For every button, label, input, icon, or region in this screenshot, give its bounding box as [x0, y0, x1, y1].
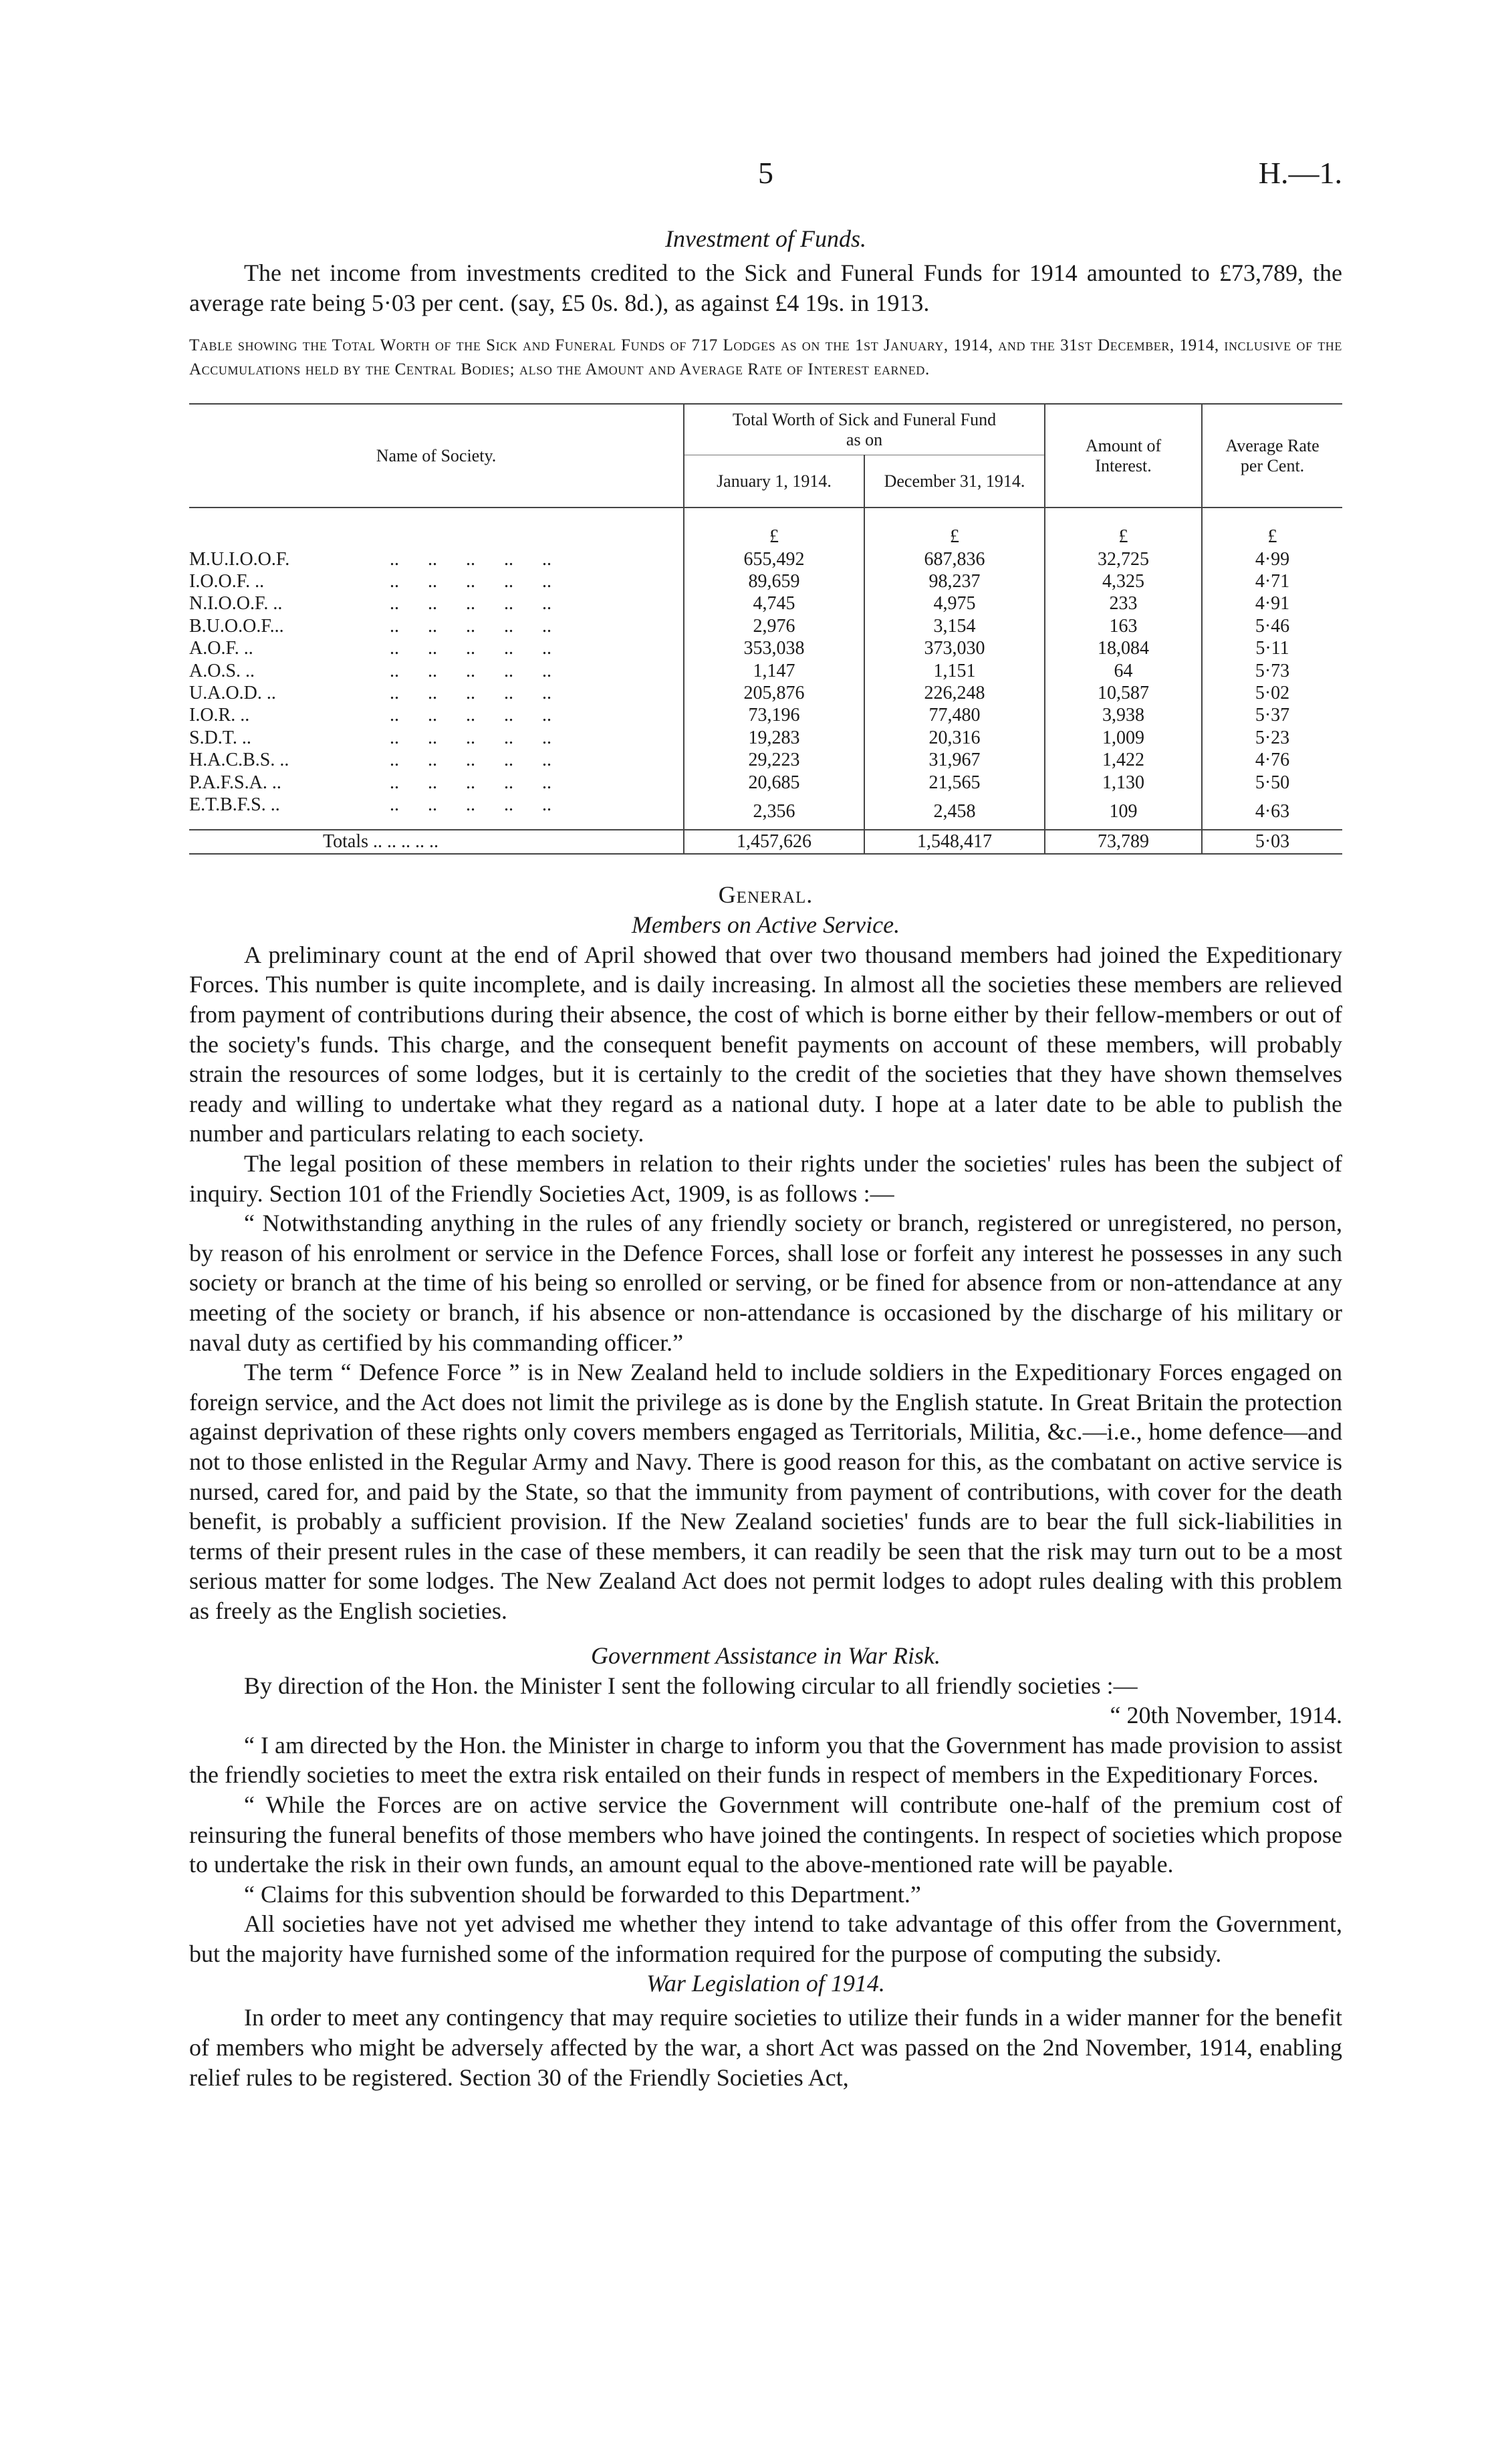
table-row [189, 794, 1342, 830]
cell-rate: 4·99 [1202, 548, 1342, 570]
table-row [189, 548, 1342, 570]
cell-interest: 3,938 [1045, 704, 1202, 726]
cell-interest: 233 [1045, 592, 1202, 614]
cell-jan: 4,745 [684, 592, 864, 614]
leader-dots: .. .. .. .. .. [390, 548, 551, 570]
cell-jan: 353,038 [684, 637, 864, 659]
document-reference: H.—1. [1258, 156, 1342, 190]
currency-row [189, 508, 1342, 548]
leader-dots: .. .. .. .. .. [390, 638, 551, 659]
government-intro: By direction of the Hon. the Minister I sent the following circular to all friendly societies :— [244, 1672, 1138, 1699]
society-name: A.O.F. .. [189, 638, 253, 659]
cell-dec: 20,316 [864, 727, 1045, 749]
table-row [189, 772, 1342, 794]
cell-rate: 4·76 [1202, 749, 1342, 771]
society-name-cell [189, 548, 684, 570]
totals-jan: 1,457,626 [684, 830, 864, 853]
table-row [189, 615, 1342, 637]
society-name: I.O.O.F. .. [189, 571, 265, 592]
leader-dots: .. .. .. .. .. [390, 727, 551, 748]
investment-heading: Investment of Funds. [665, 225, 866, 252]
cell-interest: 109 [1045, 794, 1202, 830]
header-interest: Amount of Interest. [1045, 404, 1202, 508]
currency-jan: £ [684, 508, 864, 548]
leader-dots: .. .. .. .. .. [390, 683, 551, 704]
society-name-cell [189, 749, 684, 771]
cell-jan: 29,223 [684, 749, 864, 771]
general-section [189, 940, 1342, 1626]
totals-interest: 73,789 [1045, 830, 1202, 853]
government-paragraph: “ While the Forces are on active service the Government will contribute one-half of the premium cost of reinsuring the funeral benefits of those members who have joined the contingents. In respect of societies which propose to undertake the risk in their own funds, an amount equal to the above-mentioned rate will be payable. [189, 1791, 1342, 1878]
header-jan: January 1, 1914. [684, 455, 864, 508]
header-dec: December 31, 1914. [864, 455, 1045, 508]
cell-rate: 5·46 [1202, 615, 1342, 637]
cell-rate: 5·73 [1202, 660, 1342, 682]
table-row [189, 704, 1342, 726]
header-worth-group: Total Worth of Sick and Funeral Fund as on [684, 404, 1045, 455]
table-row [189, 727, 1342, 749]
leader-dots: .. .. .. .. .. [390, 750, 551, 771]
investment-paragraph: The net income from investments credited to the Sick and Funeral Funds for 1914 amounted to £73,789, the average rate being 5·03 per cent. (say, £5 0s. 8d.), as against £4 19s. in 1913. [189, 259, 1342, 316]
table-caption: Table showing the Total Worth of the Sick and Funeral Funds of 717 Lodges as on the 1st January, 1914, and the 31st December, 1914, inclusive of the Accumulations held by the Central Bodies; also the Amount and Average Rate of Interest earned. [189, 336, 1342, 379]
funds-table [189, 403, 1342, 855]
society-name-cell [189, 794, 684, 830]
government-heading: Government Assistance in War Risk. [591, 1642, 941, 1669]
cell-interest: 18,084 [1045, 637, 1202, 659]
header-rate: Average Rate per Cent. [1202, 404, 1342, 508]
society-name-cell [189, 727, 684, 749]
general-paragraph: The term “ Defence Force ” is in New Zealand held to include soldiers in the Expeditionary Forces engaged on foreign service, and the Act does not limit the privilege as is done by the English statute. In Great Britain the protection against deprivation of these rights only covers members engaged as Territorials, Militia, &c.—i.e., home defence—and not to those enlisted in the Regular Army and Navy. There is good reason for this, as the combatant on active service is nursed, cared for, and paid by the State, so that the immunity from payment of contributions, with cover for the death benefit, is probably a sufficient provision. If the New Zealand societies' funds are to bear the full sick-liabilities in terms of their present rules in the case of these members, it can readily be seen that the risk may turn out to be a most serious matter for some lodges. The New Zealand Act does not permit lodges to adopt rules dealing with this problem as freely as the English societies. [189, 1359, 1342, 1624]
cell-interest: 1,009 [1045, 727, 1202, 749]
cell-dec: 3,154 [864, 615, 1045, 637]
page-content [189, 224, 1342, 2092]
cell-jan: 19,283 [684, 727, 864, 749]
leader-dots: .. .. .. .. .. [390, 660, 551, 681]
totals-rate: 5·03 [1202, 830, 1342, 853]
table-row [189, 682, 1342, 704]
society-name: P.A.F.S.A. .. [189, 772, 281, 793]
circular-date: “ 20th November, 1914. [1110, 1702, 1342, 1729]
society-name-cell [189, 682, 684, 704]
society-name: B.U.O.O.F... [189, 615, 284, 637]
page-header [189, 155, 1342, 202]
society-name-cell [189, 637, 684, 659]
cell-dec: 2,458 [864, 794, 1045, 830]
government-section [189, 1730, 1342, 1969]
cell-rate: 4·71 [1202, 570, 1342, 592]
cell-rate: 5·50 [1202, 772, 1342, 794]
cell-dec: 373,030 [864, 637, 1045, 659]
totals-dec: 1,548,417 [864, 830, 1045, 853]
cell-interest: 4,325 [1045, 570, 1202, 592]
table-row [189, 660, 1342, 682]
cell-jan: 655,492 [684, 548, 864, 570]
page-number: 5 [758, 156, 773, 190]
leader-dots: .. .. .. .. .. [390, 571, 551, 592]
table-row [189, 749, 1342, 771]
society-name: A.O.S. .. [189, 660, 255, 681]
government-paragraph: All societies have not yet advised me whether they intend to take advantage of this offer from the Government, but the majority have furnished some of the information required for the purpose of computing the subsidy. [189, 1910, 1342, 1967]
general-paragraph: “ Notwithstanding anything in the rules of any friendly society or branch, registered or unregistered, no person, by reason of his enrolment or service in the Defence Forces, shall lose or forfeit any interest he possesses in any such society or branch at the time of his being so enrolled or serving, or be fined for absence from or non-attendance at any meeting of the society or branch, if his absence or non-attendance is occasioned by the discharge of his military or naval duty as certified by his commanding officer.” [189, 1210, 1342, 1356]
currency-dec: £ [864, 508, 1045, 548]
cell-jan: 2,356 [684, 794, 864, 830]
cell-interest: 32,725 [1045, 548, 1202, 570]
general-paragraph: The legal position of these members in relation to their rights under the societies' rules has been the subject of inquiry. Section 101 of the Friendly Societies Act, 1909, is as follows :— [189, 1150, 1342, 1207]
table-body [189, 508, 1342, 830]
leader-dots: .. .. .. .. .. [390, 794, 551, 816]
society-name-cell [189, 772, 684, 794]
society-name: H.A.C.B.S. .. [189, 750, 289, 771]
cell-interest: 10,587 [1045, 682, 1202, 704]
society-name-cell [189, 592, 684, 614]
society-name: U.A.O.D. .. [189, 683, 276, 704]
cell-jan: 73,196 [684, 704, 864, 726]
table-row [189, 637, 1342, 659]
cell-rate: 5·37 [1202, 704, 1342, 726]
totals-label: Totals .. .. .. .. .. [323, 831, 439, 853]
cell-rate: 5·11 [1202, 637, 1342, 659]
society-name: N.I.O.O.F. .. [189, 593, 283, 614]
cell-interest: 64 [1045, 660, 1202, 682]
society-name: M.U.I.O.O.F. [189, 548, 290, 570]
cell-dec: 77,480 [864, 704, 1045, 726]
cell-jan: 205,876 [684, 682, 864, 704]
cell-dec: 98,237 [864, 570, 1045, 592]
cell-rate: 4·63 [1202, 794, 1342, 830]
cell-dec: 1,151 [864, 660, 1045, 682]
society-name-cell [189, 570, 684, 592]
cell-interest: 1,130 [1045, 772, 1202, 794]
war-legislation-heading: War Legislation of 1914. [646, 1970, 885, 1997]
totals-row [189, 830, 1342, 853]
active-service-heading: Members on Active Service. [631, 911, 900, 938]
society-name-cell [189, 615, 684, 637]
table-row [189, 592, 1342, 614]
cell-interest: 163 [1045, 615, 1202, 637]
cell-jan: 89,659 [684, 570, 864, 592]
government-paragraph: “ I am directed by the Hon. the Minister in charge to inform you that the Government has made provision to assist the friendly societies to meet the extra risk entailed on their funds in respect of members in the Expeditionary Forces. [189, 1731, 1342, 1789]
society-name: I.O.R. .. [189, 705, 250, 726]
general-paragraph: A preliminary count at the end of April showed that over two thousand members had joined the Expeditionary Forces. This number is quite incomplete, and is daily increasing. In almost all the societies these members are relieved from payment of contributions during their absence, the cost of which is borne either by their fellow-members or out of the society's funds. This charge, and the consequent benefit payments on account of these members, will probably strain the resources of some lodges, but it is certainly to the credit of the societies that they have shown themselves ready and willing to undertake what they regard as a national duty. I hope at a later date to be able to publish the number and particulars relating to each society. [189, 941, 1342, 1147]
cell-rate: 5·02 [1202, 682, 1342, 704]
society-name-cell [189, 704, 684, 726]
cell-rate: 4·91 [1202, 592, 1342, 614]
cell-dec: 226,248 [864, 682, 1045, 704]
government-paragraph: “ Claims for this subvention should be forwarded to this Department.” [244, 1880, 921, 1908]
leader-dots: .. .. .. .. .. [390, 772, 551, 793]
society-name-cell [189, 660, 684, 682]
leader-dots: .. .. .. .. .. [390, 705, 551, 726]
currency-interest: £ [1045, 508, 1202, 548]
general-heading: General. [718, 881, 814, 908]
cell-jan: 20,685 [684, 772, 864, 794]
cell-dec: 31,967 [864, 749, 1045, 771]
cell-interest: 1,422 [1045, 749, 1202, 771]
cell-jan: 1,147 [684, 660, 864, 682]
leader-dots: .. .. .. .. .. [390, 593, 551, 614]
table-row [189, 570, 1342, 592]
cell-dec: 4,975 [864, 592, 1045, 614]
society-name: S.D.T. .. [189, 727, 251, 748]
society-name: E.T.B.F.S. .. [189, 794, 280, 816]
leader-dots: .. .. .. .. .. [390, 615, 551, 637]
currency-rate: £ [1202, 508, 1342, 548]
header-name: Name of Society. [189, 404, 684, 508]
war-legislation-paragraph: In order to meet any contingency that may require societies to utilize their funds in a wider manner for the benefit of members who might be adversely affected by the war, a short Act was passed on the 2nd November, 1914, enabling relief rules to be registered. Section 30 of the Friendly Societies Act, [189, 2004, 1342, 2091]
cell-dec: 21,565 [864, 772, 1045, 794]
cell-dec: 687,836 [864, 548, 1045, 570]
cell-jan: 2,976 [684, 615, 864, 637]
cell-rate: 5·23 [1202, 727, 1342, 749]
